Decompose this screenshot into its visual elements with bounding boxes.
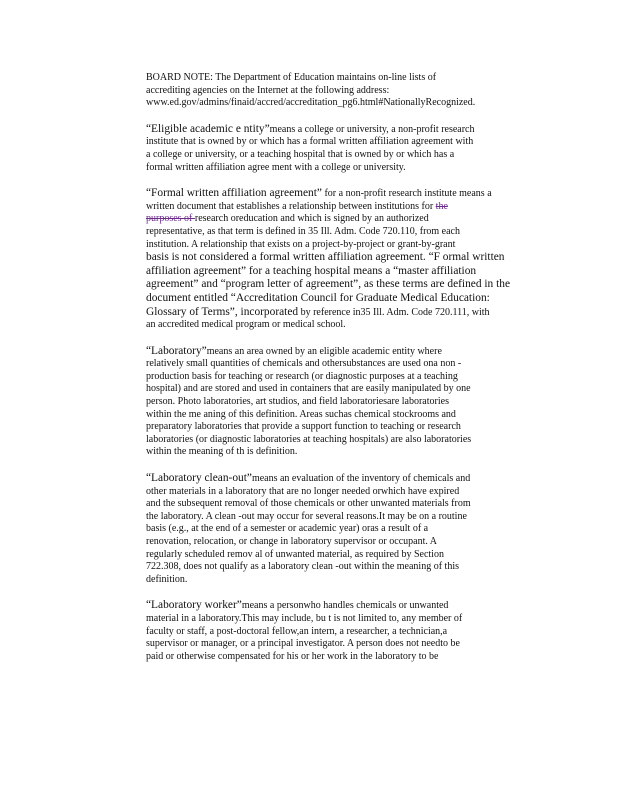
definition-line: formal written affiliation agree ment with a college or university. xyxy=(146,161,406,173)
board-note-line: accrediting agencies on the Internet at the following address: xyxy=(146,84,390,96)
board-note-url: www.ed.gov/admins/finaid/accred/accreditation_pg6.html#NationallyRecognized. xyxy=(146,97,476,109)
definition-line: material in a laboratory.This may include, bu t is not limited to, any member of xyxy=(146,612,463,624)
definition-line: other materials in a laboratory that are no longer needed orwhich have expired xyxy=(146,485,460,497)
definition-line: an accredited medical program or medical school. xyxy=(146,319,346,331)
definition-line: faculty or staff, a post-doctoral fellow,an intern, a researcher, a technician,a xyxy=(146,625,448,637)
definition-formal-written-affiliation-agreement xyxy=(146,187,538,332)
definition-line: agreement” and “program letter of agreement”, as these terms are defined in the xyxy=(146,278,511,291)
definition-text: means an area owned by an eligible academic entity where xyxy=(206,345,442,357)
term-laboratory-worker: “Laboratory worker” xyxy=(146,599,242,612)
definition-line: document entitled “Accreditation Council for Graduate Medical Education: xyxy=(146,291,490,304)
definition-laboratory-worker xyxy=(146,599,538,663)
definition-text: written document that establishes a relationship between institutions for xyxy=(146,200,436,212)
definition-text: means a college or university, a non-profit research xyxy=(269,123,475,135)
definition-line: institute that is owned by or which has a formal written affiliation agreement with xyxy=(146,136,474,148)
definition-line: supervisor or manager, or a principal investigator. A person does not needto be xyxy=(146,638,460,650)
term-laboratory: “Laboratory” xyxy=(146,344,207,357)
definition-line: a college or university, or a teaching hospital that is owned by or which has a xyxy=(146,148,455,160)
definition-line: hospital) and are stored and used in containers that are easily manipulated by one xyxy=(146,383,471,395)
term-laboratory-clean-out: “Laboratory clean-out” xyxy=(146,472,252,485)
definition-text: means an evaluation of the inventory of chemicals and xyxy=(251,473,471,485)
definition-line: and the subsequent removal of those chemicals or other unwanted materials from xyxy=(146,498,471,510)
definition-line: institution. A relationship that exists on a project-by-project or grant-by-grant xyxy=(146,238,456,250)
definition-text: research oreducation and which is signed by an authorized xyxy=(194,213,429,225)
definition-laboratory-clean-out xyxy=(146,472,538,586)
definition-line: definition. xyxy=(146,573,188,585)
definition-line: basis (e.g., at the end of a semester or academic year) oras a result of a xyxy=(146,523,429,535)
board-note-line: BOARD NOTE: The Department of Education maintains on-line lists of xyxy=(146,72,437,83)
term-eligible-academic-entity: “Eligible academic e ntity” xyxy=(146,122,270,135)
term-formal-written-affiliation-agreement: “Formal written affiliation agreement” xyxy=(146,187,322,200)
definition-line: paid or otherwise compensated for his or her work in the laboratory to be xyxy=(146,650,439,662)
definition-text: for a non-profit research institute means a xyxy=(321,188,492,200)
definition-line: the laboratory. A clean -out may occur for several reasons.It may be on a routine xyxy=(146,510,467,522)
definition-line: within the me aning of this definition. Areas suchas chemical stockrooms and xyxy=(146,408,456,420)
definition-line: production basis for teaching or research (or diagnostic purposes at a teaching xyxy=(146,370,458,382)
definition-line: preparatory laboratories that provide a support function to teaching or research xyxy=(146,421,461,433)
definition-text: by reference in35 Ill. Adm. Code 720.111, with xyxy=(298,306,490,318)
definition-eligible-academic-entity xyxy=(146,123,538,174)
definition-line: relatively small quantities of chemicals and othersubstances are used ona non - xyxy=(146,358,462,370)
struck-text: the xyxy=(435,200,448,212)
definition-laboratory xyxy=(146,345,538,459)
definition-line: regularly scheduled remov al of unwanted material, as required by Section xyxy=(146,548,444,560)
definition-text: Glossary of Terms”, incorporated xyxy=(146,305,299,318)
definition-line: 722.308, does not qualify as a laboratory clean -out within the meaning of this xyxy=(146,561,459,573)
definition-line: basis is not considered a formal written affiliation agreement. “F ormal written xyxy=(146,251,505,264)
definition-line: person. Photo laboratories, art studios, and field laboratoriesare laboratories xyxy=(146,396,449,408)
definition-line: renovation, relocation, or change in laboratory supervisor or occupant. A xyxy=(146,536,438,547)
definition-line: laboratories (or diagnostic laboratories at teaching hospitals) are also laboratories xyxy=(146,433,472,445)
definition-line: representative, as that term is defined in 35 Ill. Adm. Code 720.110, from each xyxy=(146,225,460,237)
board-note xyxy=(146,72,538,110)
definition-line: within the meaning of th is definition. xyxy=(146,446,298,458)
struck-text: purposes of xyxy=(146,213,195,225)
definition-text: means a personwho handles chemicals or unwanted xyxy=(241,600,449,612)
definition-line: affiliation agreement” for a teaching hospital means a “master affiliation xyxy=(146,264,477,277)
